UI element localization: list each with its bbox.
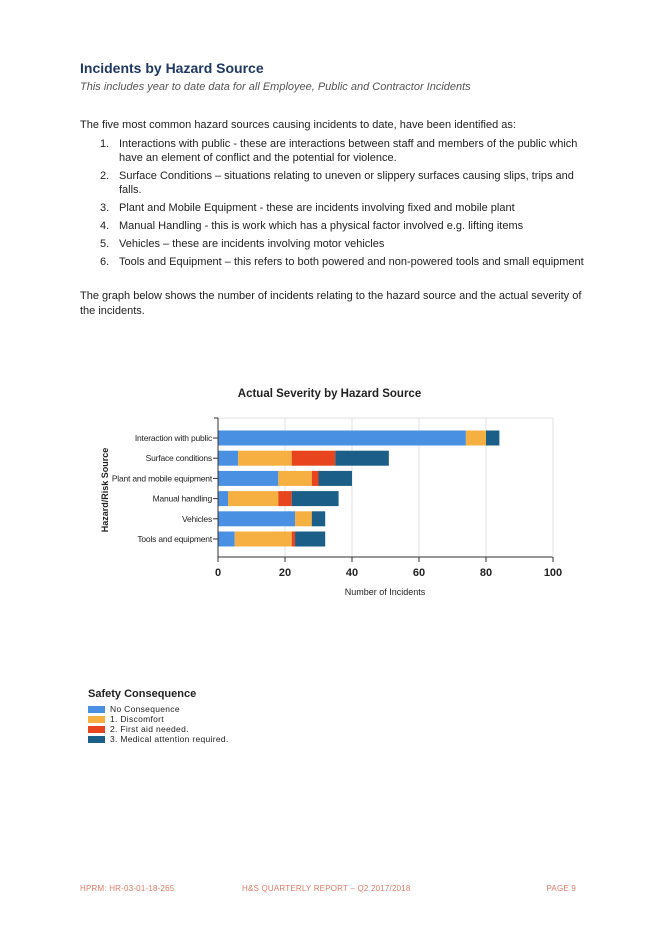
legend-item: [88, 704, 229, 714]
footer-report-title: H&S QUARTERLY REPORT – Q2 2017/2018: [242, 884, 411, 893]
bar-segment: [486, 431, 499, 446]
list-text: Plant and Mobile Equipment - these are incidents involving fixed and mobile plant: [119, 202, 515, 214]
bar-segment: [295, 532, 325, 547]
list-text: Vehicles – these are incidents involving motor vehicles: [119, 238, 385, 250]
bar-segment: [218, 532, 235, 547]
bar-segment: [312, 511, 325, 526]
y-axis-label: Hazard/Risk Source: [100, 447, 110, 533]
outro-paragraph: The graph below shows the number of incidents relating to the hazard source and the actual severity of the incidents.: [80, 290, 582, 317]
category-label: Interaction with public: [134, 433, 212, 443]
bar-segment: [466, 431, 486, 446]
bar-segment: [319, 471, 353, 486]
list-text: Manual Handling - this is work which has a physical factor involved e.g. lifting items: [119, 220, 524, 232]
legend-label: 1. Discomfort: [110, 714, 164, 724]
section-subheading: This includes year to date data for all Employee, Public and Contractor Incidents: [80, 81, 471, 93]
list-text: Surface Conditions – situations relating to uneven or slippery surfaces causing slips, trips and falls.: [119, 170, 574, 196]
list-number: 3.: [100, 202, 110, 214]
list-number: 1.: [100, 138, 110, 150]
legend-swatch: [88, 706, 105, 713]
x-tick-label: 80: [479, 567, 493, 579]
list-text: Interactions with public - these are interactions between staff and members of the public which have an element of conflict and the potential for violence.: [119, 138, 578, 164]
category-label: Vehicles: [181, 513, 212, 524]
legend-label: No Consequence: [110, 704, 180, 714]
legend-swatch: [88, 736, 105, 743]
list-number: 5.: [100, 238, 110, 250]
legend-item: [88, 724, 229, 734]
category-label: Tools and equipment: [137, 534, 212, 544]
bar-segment: [335, 451, 389, 466]
bar-segment: [238, 451, 292, 466]
bar-segment: [292, 451, 336, 466]
bar-segment: [312, 471, 319, 486]
x-tick-label: 60: [412, 567, 426, 579]
footer-record-number: HPRM: HR-03-01-18-265: [80, 884, 175, 893]
intro-paragraph: The five most common hazard sources causing incidents to date, have been identified as:: [80, 119, 516, 131]
bar-segment: [292, 491, 339, 506]
list-number: 4.: [100, 220, 110, 232]
x-axis-label: Number of Incidents: [344, 587, 426, 597]
chart-title: Actual Severity by Hazard Source: [237, 388, 422, 400]
x-tick-label: 0: [214, 567, 222, 579]
bar-segment: [292, 532, 295, 547]
category-label: Surface conditions: [145, 453, 212, 464]
legend-swatch: [88, 716, 105, 723]
bar-segment: [218, 451, 238, 466]
legend-item: [88, 714, 229, 724]
legend-swatch: [88, 726, 105, 733]
x-tick-label: 100: [543, 567, 563, 579]
section-heading: Incidents by Hazard Source: [80, 60, 264, 76]
bar-segment: [278, 471, 312, 486]
bar-segment: [218, 431, 466, 446]
chart-legend: [88, 688, 229, 744]
bar-segment: [295, 511, 312, 526]
bar-segment: [235, 532, 292, 547]
bar-segment: [218, 471, 278, 486]
legend-label: 2. First aid needed.: [110, 724, 189, 734]
bar-segment: [218, 511, 295, 526]
footer-page-number: PAGE 9: [546, 884, 576, 893]
x-tick-label: 20: [278, 567, 292, 579]
bar-segment: [218, 491, 228, 506]
legend-label: 3. Medical attention required.: [110, 734, 229, 744]
list-number: 2.: [100, 170, 110, 182]
category-label: Plant and mobile equipment: [111, 473, 212, 484]
bar-segment: [228, 491, 278, 506]
list-number: 6.: [100, 256, 110, 268]
category-label: Manual handling: [152, 493, 212, 504]
legend-title: Safety Consequence: [88, 688, 197, 700]
legend-item: [88, 734, 229, 744]
list-text: Tools and Equipment – this refers to both powered and non-powered tools and small equipment: [119, 256, 584, 268]
x-tick-label: 40: [345, 567, 359, 579]
bar-segment: [278, 491, 291, 506]
